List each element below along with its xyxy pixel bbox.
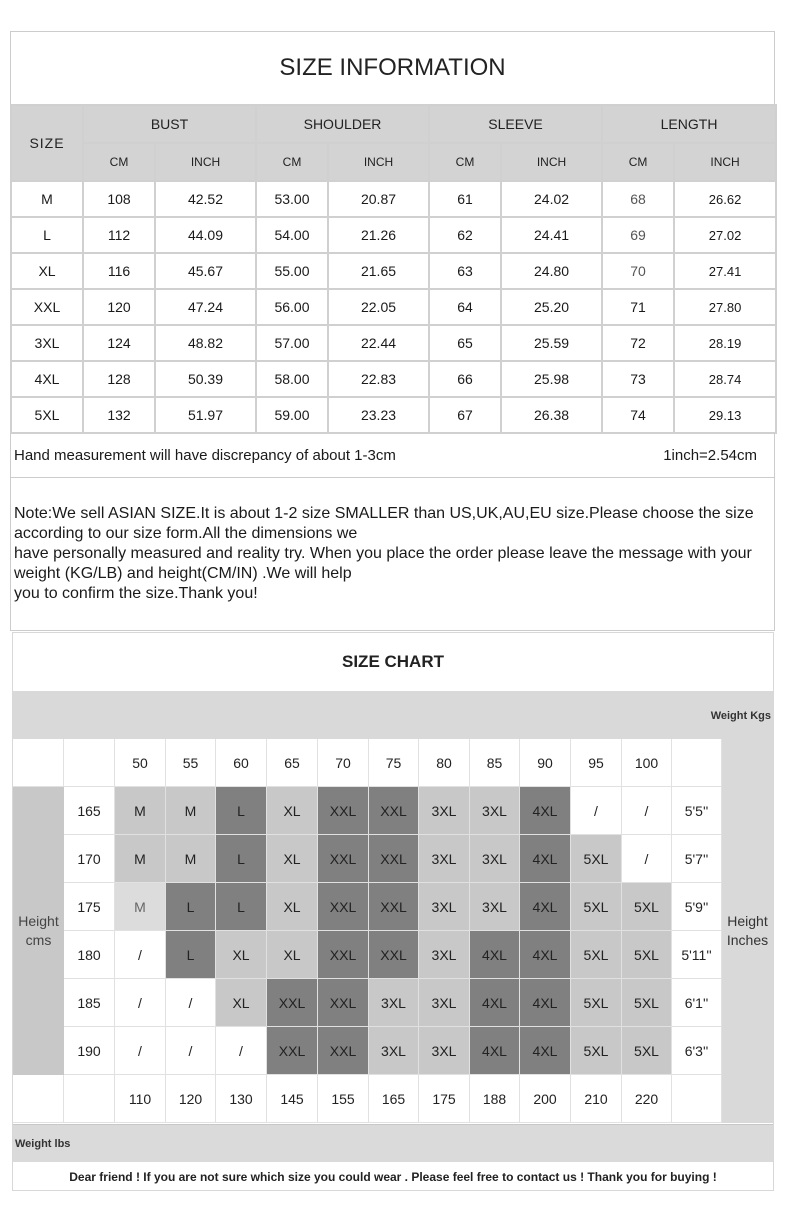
measurement-cell: 22.83 <box>328 361 429 397</box>
size-cell: / <box>166 1027 216 1075</box>
height-cms-label <box>13 787 64 1075</box>
size-row <box>11 397 776 433</box>
size-cell: XXL <box>369 835 419 883</box>
corner-cell <box>13 739 64 787</box>
height-cm-cell: 190 <box>64 1027 115 1075</box>
size-cell: / <box>622 835 672 883</box>
size-cell: / <box>115 931 166 979</box>
weight-kg-header: 70 <box>318 739 369 787</box>
weight-kg-header: 95 <box>571 739 622 787</box>
weight-kg-header: 50 <box>115 739 166 787</box>
weight-lbs-footer: 110 <box>115 1075 166 1123</box>
measurement-cell: 44.09 <box>155 217 256 253</box>
size-cell: XXL <box>318 787 369 835</box>
size-cell: / <box>622 787 672 835</box>
measurement-cell: 21.26 <box>328 217 429 253</box>
size-cell: XXL <box>318 835 369 883</box>
size-cell: 3XL <box>470 835 520 883</box>
size-cell: 4XL <box>520 787 571 835</box>
size-row <box>11 253 776 289</box>
size-row <box>11 181 776 217</box>
weight-lbs-footer: 220 <box>622 1075 672 1123</box>
size-cell: L <box>166 883 216 931</box>
size-cell: 5XL <box>622 883 672 931</box>
size-cell: 4XL <box>470 1027 520 1075</box>
measurement-cell: 132 <box>83 397 155 433</box>
height-inch-cell: 5'7'' <box>672 835 722 883</box>
size-cell: XL <box>267 883 318 931</box>
hand-measurement-note: Hand measurement will have discrepancy of about 1-3cm <box>14 447 396 464</box>
size-cell: M <box>166 835 216 883</box>
measurement-note-row <box>11 434 774 478</box>
contact-footer: Dear friend ! If you are not sure which size you could wear . Please feel free to contact us ! Thank you for buying ! <box>69 1169 717 1184</box>
measurement-cell: 25.98 <box>501 361 602 397</box>
size-cell: 3XL <box>470 787 520 835</box>
corner-cell <box>64 739 115 787</box>
size-cell: 3XL <box>419 1027 470 1075</box>
size-cell: / <box>115 1027 166 1075</box>
unit-header: CM <box>256 143 328 181</box>
weight-lbs-footer: 210 <box>571 1075 622 1123</box>
weight-lbs-footer: 188 <box>470 1075 520 1123</box>
size-chart-panel <box>12 632 774 1191</box>
weight-lbs-footer: 120 <box>166 1075 216 1123</box>
corner-cell <box>64 1075 115 1123</box>
height-cm-cell: 170 <box>64 835 115 883</box>
measurement-cell: 73 <box>602 361 674 397</box>
size-chart-title: SIZE CHART <box>342 652 444 671</box>
measurement-cell: 29.13 <box>674 397 776 433</box>
size-label-cell: 3XL <box>11 325 83 361</box>
size-cell: M <box>115 883 166 931</box>
measurement-cell: 28.74 <box>674 361 776 397</box>
unit-header: INCH <box>674 143 776 181</box>
size-cell: 5XL <box>571 835 622 883</box>
height-cm-cell: 185 <box>64 979 115 1027</box>
size-information-body <box>11 181 776 433</box>
height-cm-cell: 175 <box>64 883 115 931</box>
note-line: have personally measured and reality try. When you place the order please leave the message with your weight (KG/LB) and height(CM/IN) .We will help <box>14 545 752 582</box>
measurement-cell: 51.97 <box>155 397 256 433</box>
size-cell: 3XL <box>419 979 470 1027</box>
weight-lbs-footer: 145 <box>267 1075 318 1123</box>
unit-header: INCH <box>501 143 602 181</box>
weight-lbs-bar <box>13 1124 773 1162</box>
size-cell: XXL <box>318 1027 369 1075</box>
measurement-cell: 74 <box>602 397 674 433</box>
size-cell: / <box>571 787 622 835</box>
measurement-cell: 50.39 <box>155 361 256 397</box>
weight-kg-header: 65 <box>267 739 318 787</box>
measurement-cell: 71 <box>602 289 674 325</box>
size-cell: 4XL <box>520 931 571 979</box>
measurement-cell: 24.02 <box>501 181 602 217</box>
size-label-cell: 4XL <box>11 361 83 397</box>
size-cell: 5XL <box>571 883 622 931</box>
measurement-cell: 61 <box>429 181 501 217</box>
weight-lbs-label: Weight lbs <box>15 1138 71 1150</box>
size-cell: M <box>115 787 166 835</box>
measurement-cell: 66 <box>429 361 501 397</box>
measurement-cell: 48.82 <box>155 325 256 361</box>
size-cell: XXL <box>267 1027 318 1075</box>
measurement-cell: 58.00 <box>256 361 328 397</box>
size-cell: XL <box>267 931 318 979</box>
height-inch-cell: 5'11'' <box>672 931 722 979</box>
size-cell: 5XL <box>622 1027 672 1075</box>
size-cell: XXL <box>369 787 419 835</box>
bust-header: BUST <box>83 105 256 143</box>
size-cell: 4XL <box>520 979 571 1027</box>
weight-kg-header: 75 <box>369 739 419 787</box>
unit-header: INCH <box>155 143 256 181</box>
weight-lbs-footer: 165 <box>369 1075 419 1123</box>
size-cell: XXL <box>318 979 369 1027</box>
size-cell: 3XL <box>470 883 520 931</box>
weight-lbs-footer: 200 <box>520 1075 571 1123</box>
size-cell: XL <box>267 835 318 883</box>
weight-kg-header: 85 <box>470 739 520 787</box>
size-cell: L <box>166 931 216 979</box>
measurement-cell: 24.41 <box>501 217 602 253</box>
weight-lbs-footer: 155 <box>318 1075 369 1123</box>
size-cell: 4XL <box>520 883 571 931</box>
size-label-cell: XL <box>11 253 83 289</box>
measurement-cell: 25.20 <box>501 289 602 325</box>
size-cell: 3XL <box>419 931 470 979</box>
measurement-cell: 47.24 <box>155 289 256 325</box>
measurement-cell: 70 <box>602 253 674 289</box>
weight-kgs-label: Weight Kgs <box>710 710 771 722</box>
corner-cell <box>672 1075 722 1123</box>
measurement-cell: 22.05 <box>328 289 429 325</box>
size-information-panel <box>10 31 775 631</box>
note-line: you to confirm the size.Thank you! <box>14 585 258 602</box>
measurement-cell: 53.00 <box>256 181 328 217</box>
size-label-cell: XXL <box>11 289 83 325</box>
measurement-cell: 59.00 <box>256 397 328 433</box>
measurement-cell: 28.19 <box>674 325 776 361</box>
size-cell: L <box>216 787 267 835</box>
size-cell: / <box>115 979 166 1027</box>
size-cell: L <box>216 835 267 883</box>
size-cell: 4XL <box>520 835 571 883</box>
measurement-cell: 120 <box>83 289 155 325</box>
corner-cell <box>13 1075 64 1123</box>
size-information-table <box>10 104 777 434</box>
size-cell: 5XL <box>571 931 622 979</box>
size-cell: 4XL <box>520 1027 571 1075</box>
size-cell: XL <box>216 931 267 979</box>
measurement-cell: 62 <box>429 217 501 253</box>
measurement-cell: 72 <box>602 325 674 361</box>
measurement-cell: 124 <box>83 325 155 361</box>
size-cell: / <box>166 979 216 1027</box>
size-cell: 5XL <box>622 979 672 1027</box>
size-label-cell: 5XL <box>11 397 83 433</box>
height-inch-cell: 6'3'' <box>672 1027 722 1075</box>
weight-kg-header: 60 <box>216 739 267 787</box>
size-cell: 4XL <box>470 979 520 1027</box>
size-cell: 3XL <box>369 979 419 1027</box>
unit-header: CM <box>429 143 501 181</box>
size-cell: XXL <box>267 979 318 1027</box>
measurement-cell: 57.00 <box>256 325 328 361</box>
height-inch-cell: 5'5'' <box>672 787 722 835</box>
size-cell: XXL <box>369 883 419 931</box>
weight-lbs-footer: 130 <box>216 1075 267 1123</box>
size-row <box>11 289 776 325</box>
note-line: Note:We sell ASIAN SIZE.It is about 1-2 size SMALLER than US,UK,AU,EU size.Please choose the size according to our size form.All the dimensions we <box>14 505 754 542</box>
height-cms-text: Height cms <box>18 913 59 948</box>
measurement-cell: 45.67 <box>155 253 256 289</box>
unit-header: CM <box>602 143 674 181</box>
measurement-cell: 26.62 <box>674 181 776 217</box>
measurement-cell: 67 <box>429 397 501 433</box>
measurement-cell: 27.80 <box>674 289 776 325</box>
measurement-cell: 128 <box>83 361 155 397</box>
weight-kgs-bar <box>13 691 773 739</box>
size-cell: XL <box>216 979 267 1027</box>
height-inch-cell: 6'1'' <box>672 979 722 1027</box>
height-inch-cell: 5'9'' <box>672 883 722 931</box>
measurement-cell: 27.41 <box>674 253 776 289</box>
measurement-cell: 64 <box>429 289 501 325</box>
height-cm-cell: 165 <box>64 787 115 835</box>
unit-header: CM <box>83 143 155 181</box>
size-cell: 5XL <box>571 979 622 1027</box>
size-cell: XXL <box>318 883 369 931</box>
size-label-cell: M <box>11 181 83 217</box>
measurement-cell: 55.00 <box>256 253 328 289</box>
measurement-cell: 63 <box>429 253 501 289</box>
size-cell: 3XL <box>419 787 470 835</box>
size-cell: XL <box>267 787 318 835</box>
size-cell: XXL <box>369 931 419 979</box>
weight-kg-header: 90 <box>520 739 571 787</box>
weight-lbs-footer: 175 <box>419 1075 470 1123</box>
measurement-cell: 65 <box>429 325 501 361</box>
size-cell: 4XL <box>470 931 520 979</box>
size-cell: / <box>216 1027 267 1075</box>
measurement-cell: 108 <box>83 181 155 217</box>
size-column-header: SIZE <box>11 105 83 181</box>
height-cm-cell: 180 <box>64 931 115 979</box>
inch-conversion-note: 1inch=2.54cm <box>663 447 757 464</box>
measurement-cell: 21.65 <box>328 253 429 289</box>
size-cell: M <box>166 787 216 835</box>
measurement-cell: 56.00 <box>256 289 328 325</box>
corner-cell <box>722 739 773 787</box>
weight-kg-header: 55 <box>166 739 216 787</box>
size-cell: 3XL <box>419 835 470 883</box>
measurement-cell: 68 <box>602 181 674 217</box>
measurement-cell: 54.00 <box>256 217 328 253</box>
size-cell: M <box>115 835 166 883</box>
corner-cell <box>722 1075 773 1123</box>
measurement-cell: 24.80 <box>501 253 602 289</box>
measurement-cell: 116 <box>83 253 155 289</box>
height-inches-text: Height Inches <box>726 913 769 948</box>
height-inches-label <box>722 787 773 1075</box>
size-information-title: SIZE INFORMATION <box>279 54 506 81</box>
size-cell: 5XL <box>571 1027 622 1075</box>
measurement-cell: 25.59 <box>501 325 602 361</box>
measurement-cell: 27.02 <box>674 217 776 253</box>
length-header: LENGTH <box>602 105 776 143</box>
measurement-cell: 42.52 <box>155 181 256 217</box>
unit-header: INCH <box>328 143 429 181</box>
measurement-cell: 22.44 <box>328 325 429 361</box>
size-cell: XXL <box>318 931 369 979</box>
measurement-cell: 26.38 <box>501 397 602 433</box>
weight-kg-header: 100 <box>622 739 672 787</box>
asian-size-note <box>14 504 764 604</box>
size-row <box>11 217 776 253</box>
size-row <box>11 361 776 397</box>
shoulder-header: SHOULDER <box>256 105 429 143</box>
size-label-cell: L <box>11 217 83 253</box>
measurement-cell: 23.23 <box>328 397 429 433</box>
size-row <box>11 325 776 361</box>
unit-header-row <box>11 143 776 181</box>
size-cell: 5XL <box>622 931 672 979</box>
size-cell: 3XL <box>369 1027 419 1075</box>
measurement-cell: 112 <box>83 217 155 253</box>
size-cell: 3XL <box>419 883 470 931</box>
weight-kg-header: 80 <box>419 739 470 787</box>
corner-cell <box>672 739 722 787</box>
size-cell: L <box>216 883 267 931</box>
sleeve-header: SLEEVE <box>429 105 602 143</box>
measurement-cell: 20.87 <box>328 181 429 217</box>
measurement-cell: 69 <box>602 217 674 253</box>
